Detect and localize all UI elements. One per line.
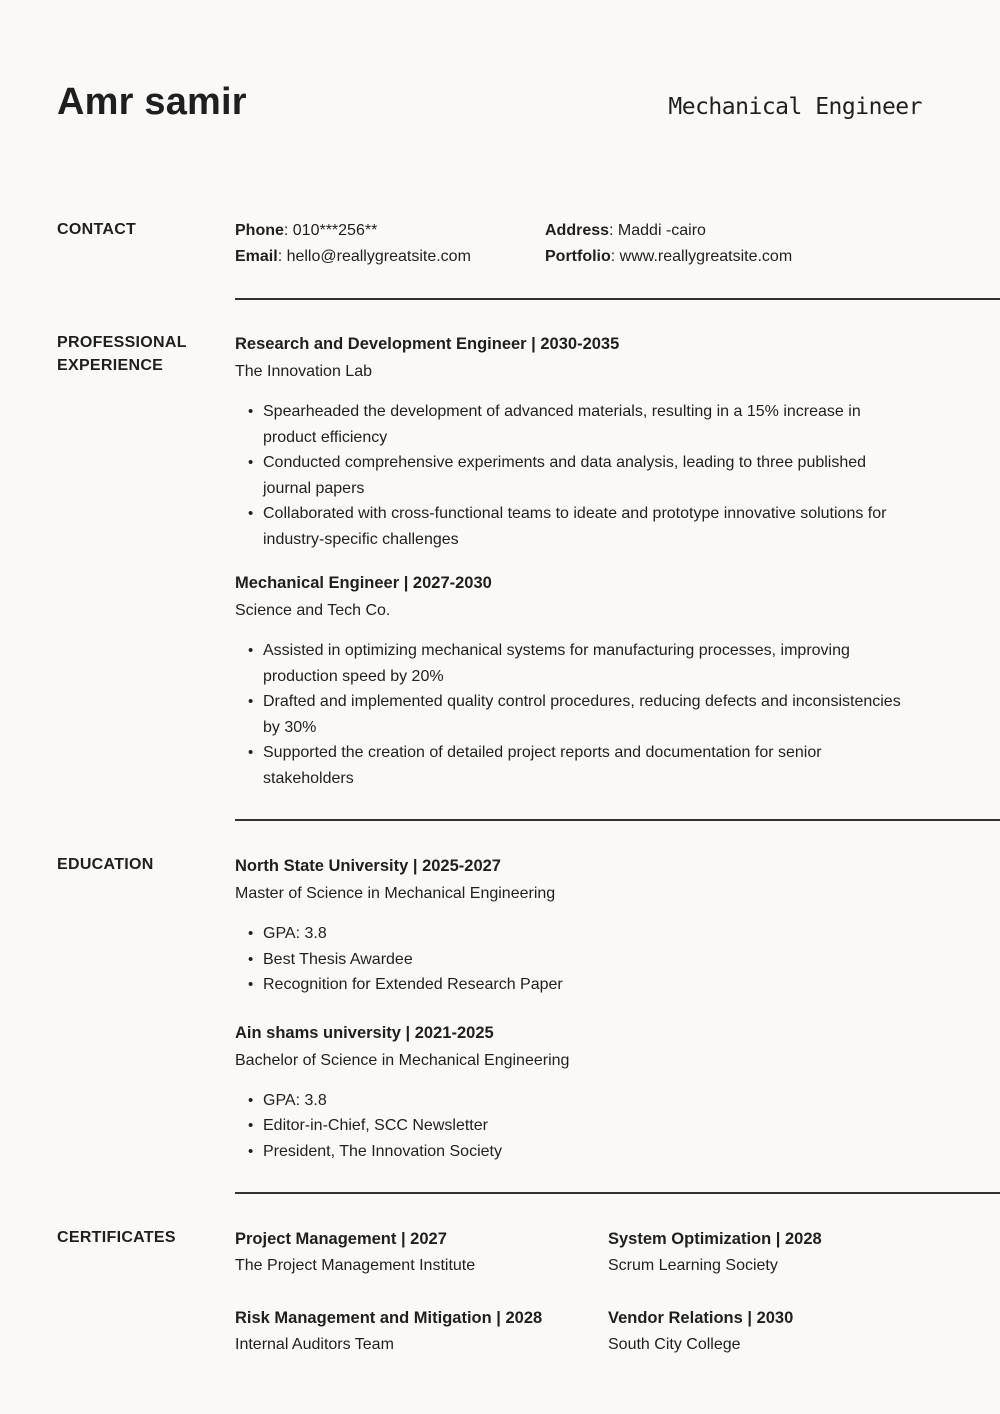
job-bullet: • Supported the creation of detailed project reports and documentation for senior stakeholders [263, 740, 910, 791]
job-company: Science and Tech Co. [235, 602, 391, 619]
job-bullet: • Drafted and implemented quality control procedures, reducing defects and inconsistencies by 30% [263, 689, 910, 740]
certificates-section [0, 1226, 1000, 1359]
job-title: Research and Development Engineer | 2030-2035 [235, 335, 620, 353]
person-name: Amr samir [57, 81, 247, 123]
school-title: North State University | 2025-2027 [235, 857, 501, 875]
experience-section [0, 331, 1000, 791]
certificate-title: Risk Management and Mitigation | 2028 [235, 1309, 543, 1327]
contact-portfolio: Portfolio: www.reallygreatsite.com [545, 248, 793, 265]
job-company: The Innovation Lab [235, 363, 372, 380]
education-entry [235, 853, 910, 998]
contact-section-label: CONTACT [57, 221, 137, 238]
contact-address: Address: Maddi -cairo [545, 222, 706, 239]
education-section-label: EDUCATION [57, 856, 154, 873]
certificate-item [608, 1305, 910, 1359]
experience-entry [235, 570, 910, 791]
divider [235, 819, 1000, 821]
school-bullet: • Editor-in-Chief, SCC Newsletter [263, 1113, 910, 1139]
contact-phone-value: 010***256** [292, 222, 378, 239]
job-bullet-list [235, 638, 910, 791]
school-bullet: • GPA: 3.8 [263, 1088, 910, 1114]
divider [235, 298, 1000, 300]
certificates-section-label: CERTIFICATES [57, 1229, 176, 1246]
school-title: Ain shams university | 2021-2025 [235, 1023, 494, 1042]
contact-phone: Phone: 010***256** [235, 222, 378, 239]
contact-portfolio-value: www.reallygreatsite.com [619, 248, 793, 265]
contact-portfolio-label: Portfolio [545, 248, 611, 265]
contact-address-label: Address [545, 222, 610, 239]
certificate-title: Project Management | 2027 [235, 1230, 447, 1248]
certificate-title: System Optimization | 2028 [608, 1230, 822, 1248]
school-bullet: • Recognition for Extended Research Paper [263, 972, 910, 998]
job-bullet-list [235, 399, 910, 552]
certificate-item [608, 1226, 910, 1280]
contact-section [0, 218, 1000, 270]
certificate-issuer: The Project Management Institute [235, 1257, 476, 1274]
experience-section-label: PROFESSIONAL EXPERIENCE [57, 334, 187, 374]
school-degree: Bachelor of Science in Mechanical Engineering [235, 1051, 570, 1069]
contact-phone-label: Phone [235, 222, 284, 239]
school-bullet: • GPA: 3.8 [263, 921, 910, 947]
certificate-item [235, 1305, 608, 1359]
school-bullet-list [235, 921, 910, 998]
certificates-grid [235, 1226, 910, 1359]
certificate-issuer: South City College [608, 1336, 741, 1353]
job-title: Mechanical Engineer | 2027-2030 [235, 574, 492, 592]
education-entry [235, 1020, 910, 1165]
divider [235, 1192, 1000, 1194]
contact-email: Email: hello@reallygreatsite.com [235, 248, 471, 265]
school-bullet-list [235, 1088, 910, 1165]
job-bullet: • Assisted in optimizing mechanical systems for manufacturing processes, improving production speed by 20% [263, 638, 910, 689]
job-bullet: • Conducted comprehensive experiments and data analysis, leading to three published journal papers [263, 450, 910, 501]
role-title: Mechanical Engineer [668, 94, 922, 120]
school-bullet: • President, The Innovation Society [263, 1139, 910, 1165]
contact-email-value: hello@reallygreatsite.com [286, 248, 471, 265]
certificate-item [235, 1226, 608, 1280]
contact-email-label: Email [235, 248, 278, 265]
certificate-issuer: Scrum Learning Society [608, 1257, 778, 1274]
school-degree: Master of Science in Mechanical Engineering [235, 885, 556, 902]
job-bullet: • Spearheaded the development of advanced materials, resulting in a 15% increase in product efficiency [263, 399, 910, 450]
experience-entry [235, 331, 910, 552]
header [0, 0, 1000, 126]
school-bullet: • Best Thesis Awardee [263, 947, 910, 973]
certificate-title: Vendor Relations | 2030 [608, 1309, 794, 1327]
contact-grid [235, 218, 910, 270]
certificate-issuer: Internal Auditors Team [235, 1336, 394, 1353]
job-bullet: • Collaborated with cross-functional teams to ideate and prototype innovative solutions for industry-specific challenges [263, 501, 910, 552]
education-section [0, 853, 1000, 1164]
contact-address-value: Maddi -cairo [617, 222, 706, 239]
